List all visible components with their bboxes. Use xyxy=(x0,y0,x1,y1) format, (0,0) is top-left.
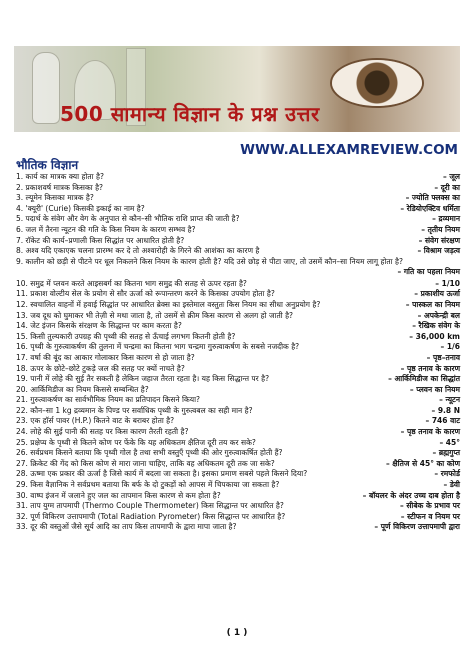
question-item xyxy=(16,236,460,247)
question-text: 24. लोहे की सुई पानी की सतह पर किस कारण तैरती रहती है? xyxy=(16,427,189,437)
question-item xyxy=(16,289,460,300)
question-text: 25. प्रक्षेप्य के पृथ्वी से कितने कोण पर फेंके कि यह अधिकतम क्षैतिज दूरी तय कर सके? xyxy=(16,437,256,447)
answer-text: – ज्योति फ्लक्स का xyxy=(405,193,460,203)
question-text: 3. ल्यूमेन किसका मात्रक है? xyxy=(16,193,94,203)
question-text: 13. जब दूध को घुमाकर भी तेज़ी से मथा जाता है, तो उसमें से क्रीम किस कारण से अलग हो जाती है? xyxy=(16,310,294,320)
question-item xyxy=(16,342,460,353)
question-item xyxy=(16,364,460,375)
question-item xyxy=(16,279,460,290)
question-text: 9. कालीन को छड़ी से पीटने पर धूल निकलने किस नियम के कारण होती है? यदि उसे छोड़ से पीटा जाए, तो उसमें कौन–सा नियम लागू होता है? xyxy=(16,256,403,266)
question-text: 15. किसी तुल्यकारी उपग्रह की पृथ्वी की सतह से ऊँचाई लगभग कितनी होती है? xyxy=(16,331,236,341)
question-item xyxy=(16,385,460,396)
question-item xyxy=(16,491,460,502)
question-text: 12. स्वचालित वाहनों में हवाई सिद्धांत पर आधारित ब्रेक्स का इस्तेमाल वस्तुतः किस नियम का सीधा अनुप्रयोग है? xyxy=(16,299,321,309)
question-item xyxy=(16,332,460,343)
question-text: 8. अश्व यदि एकाएक चलना प्रारम्भ कर दे तो अश्वारोही के गिरने की आशंका का कारण है xyxy=(16,246,260,256)
answer-text: – 36,000 km xyxy=(409,331,460,341)
question-text: 28. ऊष्मा एक प्रकार की ऊर्जा है जिसे कार्य में बदला जा सकता है। इसका प्रमाण सबसे पहले किसने दिया? xyxy=(16,469,308,479)
answer-text: – द्रव्यमान xyxy=(432,214,460,224)
lab-glass-flask-image xyxy=(32,52,60,124)
question-text: 16. पृथ्वी के गुरुत्वाकर्षण की तुलना में चन्द्रमा का कितना भाग चन्द्रमा गुरुत्वाकर्षण के सबसे नजदीक है? xyxy=(16,342,300,352)
answer-text: – आर्किमिडीज का सिद्धांत xyxy=(388,374,460,384)
answer-text: – दूरी का xyxy=(434,182,460,192)
question-item xyxy=(16,522,460,533)
question-item xyxy=(16,406,460,417)
question-item xyxy=(16,459,460,470)
question-item xyxy=(16,427,460,438)
website-url: WWW.ALLEXAMREVIEW.COM xyxy=(240,142,458,158)
question-item xyxy=(16,300,460,311)
question-text: 4. 'क्यूरी' (Curie) किसकी इकाई का नाम है? xyxy=(16,203,145,213)
answer-text: – बॉयलर के अंदर उच्च दाब होता है xyxy=(362,490,460,500)
question-text: 29. किस वैज्ञानिक ने सर्वप्रथम बताया कि बर्फ के दो टुकड़ों को आपस में चिपकाया जा सकता है? xyxy=(16,480,280,490)
question-item xyxy=(16,448,460,459)
question-item xyxy=(16,395,460,406)
question-text: 6. जल में तैरना न्यूटन की गति के किस नियम के कारण सम्भव है? xyxy=(16,224,196,234)
answer-text: – 746 वाट xyxy=(425,416,460,426)
question-text: 32. पूर्ण विकिरण उत्तापमापी (Total Radiation Pyrometer) किस सिद्धान्त पर आधारित है? xyxy=(16,511,286,521)
question-item xyxy=(16,183,460,194)
question-item xyxy=(16,225,460,236)
question-item xyxy=(16,353,460,364)
answer-text: – 1/10 xyxy=(435,278,460,288)
question-text: 27. क्रिकेट की गेंद को किस कोण से मारा जाना चाहिए, ताकि वह अधिकतम दूरी तक जा सके? xyxy=(16,458,275,468)
question-text: 31. ताप युग्म तापमापी (Thermo Couple Thermometer) किस सिद्धान्त पर आधारित है? xyxy=(16,501,284,511)
question-list xyxy=(16,172,460,533)
question-item xyxy=(16,311,460,322)
answer-text: – पूर्ण विकिरण उत्तापमापी द्वारा xyxy=(374,522,460,532)
answer-text: – सीबेक के प्रभाव पर xyxy=(400,501,460,511)
question-text: 11. प्रकाश वोल्टीय सेल के प्रयोग से सौर ऊर्जा को रूपान्तरण करने के किसका उपयोग होता है? xyxy=(16,289,275,299)
answer-text: – न्यूटन xyxy=(439,395,460,405)
question-text: 17. वर्षा की बूंद का आकार गोलाकार किस कारण से हो जाता है? xyxy=(16,352,195,362)
answer-text: – पृष्ठ तनाव के कारण xyxy=(400,427,460,437)
question-text: 1. कार्य का मात्रक क्या होता है? xyxy=(16,172,104,181)
answer-text: – प्लवन का नियम xyxy=(409,384,460,394)
question-text: 19. पानी में लोहे की सुई तैर सकती है लेकिन जहाज तैरता रहता है। यह किस सिद्धान्त पर है? xyxy=(16,374,270,384)
question-item xyxy=(16,321,460,332)
question-item xyxy=(16,193,460,204)
answer-text: – 9.8 N xyxy=(431,405,460,415)
question-text: 20. आर्किमिडीज का नियम किससे सम्बन्धित है? xyxy=(16,384,149,394)
question-item xyxy=(16,214,460,225)
question-text: 10. समुद्र में प्लवन करते आइसबर्ग का कितना भाग समुद्र की सतह से ऊपर रहता है? xyxy=(16,278,247,288)
question-text: 21. गुरुत्वाकर्षण का सार्वभौमिक नियम का प्रतिपादन किसने किया? xyxy=(16,395,200,405)
answer-text: – ब्रह्मगुप्त xyxy=(432,448,460,458)
section-title: भौतिक विज्ञान xyxy=(16,158,79,172)
answer-text: – 45° xyxy=(439,437,460,447)
question-item xyxy=(16,416,460,427)
answer-text: – स्टीफन व नियम पर xyxy=(400,511,460,521)
answer-text: – अपकेन्द्री बल xyxy=(417,310,460,320)
question-item xyxy=(16,374,460,385)
answer-text: – पृष्ठ–तनाव xyxy=(426,352,460,362)
question-item xyxy=(16,512,460,523)
question-text: 23. एक हॉर्स पावर (H.P.) कितने वाट के बराबर होता है? xyxy=(16,416,175,426)
answer-text: – क्षैतिज से 45° का कोण xyxy=(385,458,460,468)
answer-text: – गति का पहला नियम xyxy=(397,267,460,277)
document-title: 500 सामान्य विज्ञान के प्रश्न उत्तर xyxy=(60,102,320,126)
question-text: 26. सर्वप्रथम किसने बताया कि पृथ्वी गोल है तथा सभी वस्तुएँ पृथ्वी की ओर गुरुत्वाकर्षित होती हैं? xyxy=(16,448,283,458)
answer-text: – पृष्ठ तनाव के कारण xyxy=(400,363,460,373)
question-text: 30. वाष्प इंजन में जलाने हुए जल का तापमान किस कारण से कम होता है? xyxy=(16,490,221,500)
page-number: ( 1 ) xyxy=(226,628,248,638)
answer-text: – जूल xyxy=(442,172,460,181)
answer-text: – रैखिक संवेग के xyxy=(412,321,460,331)
answer-text: – तृतीय नियम xyxy=(421,224,460,234)
question-item xyxy=(16,246,460,257)
answer-text: – रेडियोएक्टिव धर्मिता xyxy=(400,203,460,213)
question-text: 5. पदार्थ के संवेग और वेग के अनुपात से कौन–सी भौतिक राशि प्राप्त की जाती है? xyxy=(16,214,240,224)
question-item xyxy=(16,204,460,215)
question-text: 33. दूर की वस्तुओं जैसे सूर्य आदि का ताप किस तापमापी के द्वारा मापा जाता है? xyxy=(16,522,237,532)
question-text: 22. कौन–सा 1 kg द्रव्यमान के पिण्ड पर सर्वाधिक पृथ्वी के गुरुत्वबल का सही मान है? xyxy=(16,405,253,415)
eye-image xyxy=(332,60,422,106)
question-item xyxy=(16,501,460,512)
answer-text: – रमफोर्ड xyxy=(434,469,460,479)
question-item xyxy=(16,438,460,449)
answer-text: – पास्कल का नियम xyxy=(405,299,460,309)
question-text: 2. प्रकाशवर्ष मात्रक किसका है? xyxy=(16,182,104,192)
answer-text: – संवेग संरक्षण xyxy=(418,235,460,245)
question-item xyxy=(16,172,460,183)
question-item xyxy=(16,469,460,480)
question-text: 14. जेट इंजन किसके संरक्षण के सिद्धान्त पर काम करता है? xyxy=(16,321,182,331)
answer-text: – विश्राम जड़त्व xyxy=(417,246,460,256)
question-item xyxy=(16,257,460,279)
answer-text: – प्रकाशीय ऊर्जा xyxy=(414,289,460,299)
question-item xyxy=(16,480,460,491)
answer-text: – 1/6 xyxy=(440,342,460,352)
question-text: 18. ऊपर के छोटे–छोटे टुकड़े जल की सतह पर क्यों नाचते है? xyxy=(16,363,185,373)
question-text: 7. रॉकेट की कार्य–प्रणाली किस सिद्धांत पर आधारित होती है? xyxy=(16,235,185,245)
answer-text: – डेवी xyxy=(443,480,460,490)
